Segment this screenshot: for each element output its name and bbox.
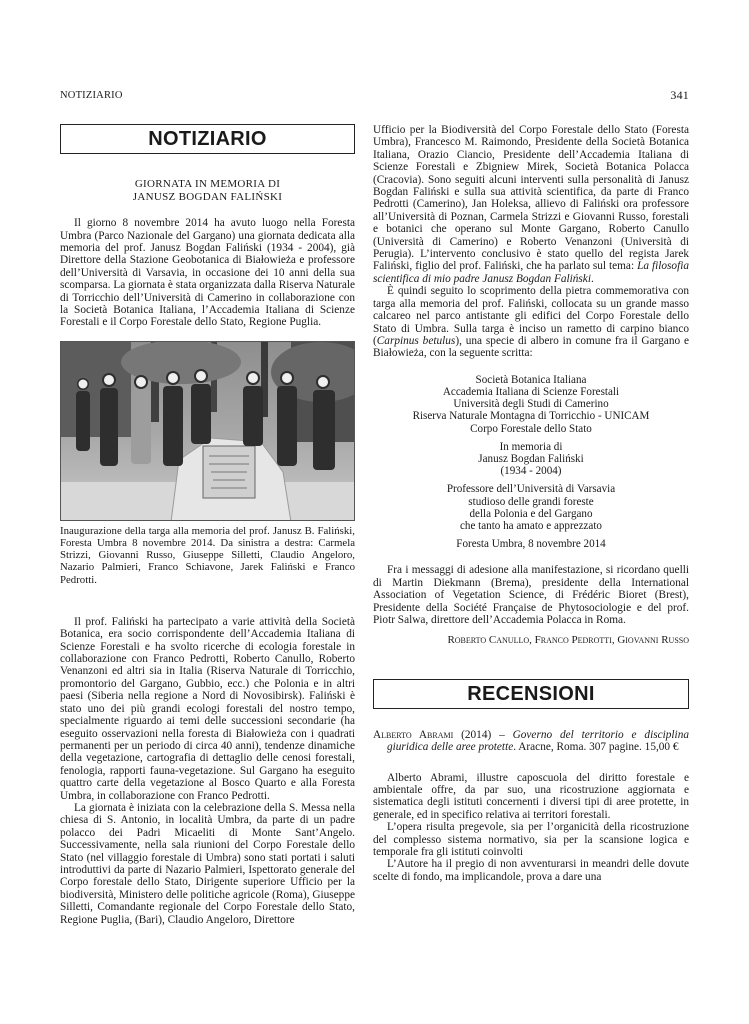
messages-paragraph: Fra i messaggi di adesione alla manifestazione, si ricordano quelli di Martin Diekmann (Brema), presidente della International Association of Vegetation Science, di Frédéric Bioret (Brest), Presidente della Société Française de Phytosociologie e del prof. Piotr Salwa, direttore dell’Accademia Polacca in Roma. <box>373 564 689 626</box>
review-book-title: Governo del territorio e disciplina giuridica delle aree protette <box>387 728 689 754</box>
review-paragraph-1: Alberto Abrami, illustre caposcuola del diritto forestale e ambientale offre, da par suo, una ricostruzione aggiornata e sistematica degli istituti concernenti i diversi tipi di aree protette, in generale, ed in specifico relativa ai territori forestali. <box>373 771 689 821</box>
notiziario-heading-box <box>60 124 355 154</box>
recensioni-heading-box <box>373 679 689 709</box>
unveiling-text-a: È quindi seguito lo scoprimento della pietra commemorativa con targa alla memoria del prof. Faliński, collocata su un grande masso calcareo nel parco antistante gli edifici del Corpo Forestale dello Stato di Umbra. Sulla targa è inciso un rametto di carpino bianco ( <box>373 285 689 347</box>
unveiling-paragraph <box>373 285 689 359</box>
inscription-memory-3: (1934 - 2004) <box>500 465 562 478</box>
running-head <box>60 90 689 106</box>
inscription-desc-2: studioso delle grandi foreste <box>468 495 594 508</box>
inscription-org-5: Corpo Forestale dello Stato <box>470 422 592 435</box>
photo-caption: Inaugurazione della targa alla memoria del prof. Janusz B. Faliński, Foresta Umbra 8 novembre 2014. Da sinistra a destra: Carmela Strizzi, Giovanni Russo, Giuseppe Silletti, Claudio Angeloro, Nazario Palmieri, Franco Schiavone, Jarek Faliński e Franco Pedrotti. <box>60 524 355 586</box>
review-year: (2014) – <box>453 728 513 741</box>
running-head-section: NOTIZIARIO <box>60 90 123 101</box>
plaque-inscription <box>373 374 689 551</box>
review-paragraph-2: L’opera risulta pregevole, sia per l’organicità della ricostruzione del complesso sistema normativo, sia per la scansione logica e temporale fra gli istituti coinvolti <box>373 821 689 859</box>
inscription-memory-1: In memoria di <box>499 440 563 453</box>
recensioni-heading: RECENSIONI <box>467 682 595 705</box>
ceremony-photo <box>60 341 355 521</box>
inscription-org-4: Riserva Naturale Montagna di Torricchio - UNICAM <box>412 410 650 423</box>
notiziario-heading: NOTIZIARIO <box>148 127 267 150</box>
review-paragraph-3: L’Autore ha il pregio di non avventurarsi in meandri delle dovute scelte di fondo, ma implicandole, prova a dare una <box>373 858 689 883</box>
right-column <box>373 124 689 883</box>
speakers-text: Ufficio per la Biodiversità del Corpo Forestale dello Stato (Foresta Umbra), Francesco M. Raimondo, Presidente della Società Botanica Italiana, Orazio Ciancio, Presidente dell’Accademia Italiana di Scienze Forestali e Zbigniew Mirek, Società Botanica Polacca (Cracovia). Sono seguiti alcuni interventi sulla personalità di Janusz Bogdan Faliński e sulla sua attività scientifica, da parte di Franco Pedrotti (Camerino), Jan Holeksa, allievo di Faliński ora professore all’Università di Poznan, Carmela Strizzi e Giovanni Russo, forestali e botanici che operano sul Monte Gargano, Roberto Canullo (Università di Camerino) e Roberto Venanzoni (Università di Perugia). L’intervento conclusivo è stato quello del regista Jarek Faliński, figlio del prof. Faliński, che ha parlato sul tema: <box>373 124 689 273</box>
talk-title: La filosofia scientifica di mio padre Janusz Bogdan Faliński <box>373 260 689 285</box>
notiziario-authors: Roberto Canullo, Franco Pedrotti, Giovanni Russo <box>447 634 689 647</box>
inscription-memory-2: Janusz Bogdan Faliński <box>478 452 584 465</box>
inscription-org-1: Società Botanica Italiana <box>475 373 587 386</box>
review-reference <box>373 729 689 754</box>
inscription-desc-3: della Polonia e del Gargano <box>469 507 593 520</box>
event-title-line-1: GIORNATA IN MEMORIA DI <box>134 178 281 190</box>
event-title <box>60 178 355 203</box>
inscription-org-3: Università degli Studi di Camerino <box>453 398 609 411</box>
unveiling-text-b: ), una specie di albero in comune fra il Gargano e Białowieża, con la seguente scritta: <box>373 334 689 360</box>
review-details: . Aracne, Roma. 307 pagine. 15,00 € <box>513 741 679 754</box>
speakers-paragraph: Ufficio per la Biodiversità del Corpo Forestale dello Stato (Foresta Umbra), Francesco M. Raimondo, Presidente della Società Botanica Italiana, Orazio Ciancio, Presidente dell’Accademia Italiana di Scienze Forestali e Zbigniew Mirek, Società Botanica Polacca (Cracovia). Sono seguiti alcuni interventi sulla personalità di Janusz Bogdan Faliński e sulla sua attività scientifica, da parte di Franco Pedrotti (Camerino), Jan Holeksa, allievo di Faliński ora professore all’Università di Poznan, Carmela Strizzi e Giovanni Russo, forestali e botanici che operano sul Monte Gargano, Roberto Canullo (Università di Camerino) e Roberto Venanzoni (Università di Perugia). L’intervento conclusivo è stato quello del regista Jarek Faliński, figlio del prof. Faliński, che ha parlato sul tema: La filosofia scientifica di mio padre Janusz Bogdan Faliński. <box>373 124 689 285</box>
species-name: Carpinus betulus <box>376 334 456 347</box>
intro-paragraph: Il giorno 8 novembre 2014 ha avuto luogo nella Foresta Umbra (Parco Nazionale del Gargano) una giornata dedicata alla memoria del prof. Janusz Bogdan Faliński (1934 - 2004), già Direttore della Stazione Geobotanica di Białowieża e professore dell’Università di Varsavia, in occasione dei 10 anni della sua scomparsa. La giornata è stata organizzata dalla Riserva Naturale di Torricchio dell’Università di Camerino in collaborazione con la Società Botanica Italiana, l’Accademia Italiana di Scienze Forestali e il Corpo Forestale dello Stato, Regione Puglia. <box>60 217 355 329</box>
review-author: Alberto Abrami <box>373 728 454 741</box>
event-title-line-2: JANUSZ BOGDAN FALIŃSKI <box>132 190 283 203</box>
page-number: 341 <box>670 88 689 102</box>
inscription-desc-1: Professore dell’Università di Varsavia <box>446 483 616 496</box>
inscription-desc-4: che tanto ha amato e apprezzato <box>460 519 602 532</box>
inscription-place-date: Foresta Umbra, 8 novembre 2014 <box>456 538 606 551</box>
ceremony-photo-image <box>61 342 355 521</box>
inscription-org-2: Accademia Italiana di Scienze Forestali <box>442 385 620 398</box>
left-column <box>60 124 355 926</box>
ceremony-paragraph: La giornata è iniziata con la celebrazione della S. Messa nella chiesa di S. Antonio, in località Umbra, da parte di un padre polacco dei Padri Micaeliti di Monte Sant’Angelo. Successivamente, nella sala riunioni del Corpo Forestale dello Stato (nel villaggio forestale di Umbra) sono stati portati i saluti introduttivi da parte di Nazario Palmieri, Ispettorato generale del Corpo forestale dello Stato, Dirigente superiore Ufficio per la biodiversità, Ministero delle politiche agricole (Roma), Giuseppe Silletti, Comandante regionale del Corpo Forestale dello Stato, Regione Puglia, (Bari), Claudio Angeloro, Direttore <box>60 801 355 926</box>
career-paragraph: Il prof. Faliński ha partecipato a varie attività della Società Botanica, era socio corrispondente dell’Accademia Italiana di Scienze Forestali e ha svolto ricerche di ecologia forestale in collaborazione con Franco Pedrotti, Roberto Canullo, Roberto Venanzoni ed altri sia in Italia (Riserva Naturale di Torricchio, promontorio del Gargano, Gubbio, ecc.) che Polonia e in altri paesi (Siberia nella regione a Nord di Novosibirsk). Faliński è stato uno dei più grandi ecologi forestali del nostro tempo, specialmente riguardo ai temi delle successioni secondarie (ha eseguito osservazioni nella foresta di Białowieża con i quadrati permanenti per un periodo di circa 40 anni), tendenze dinamiche della vegetazione, cartografia di dettaglio delle cenosi forestali, fenologia, rapporti fauna-vegetazione. Sul Gargano ha eseguito quattro carte della vegetazione al Bosco Quarto e alla Foresta Umbra, in collaborazione con Franco Pedrotti. <box>60 615 355 802</box>
